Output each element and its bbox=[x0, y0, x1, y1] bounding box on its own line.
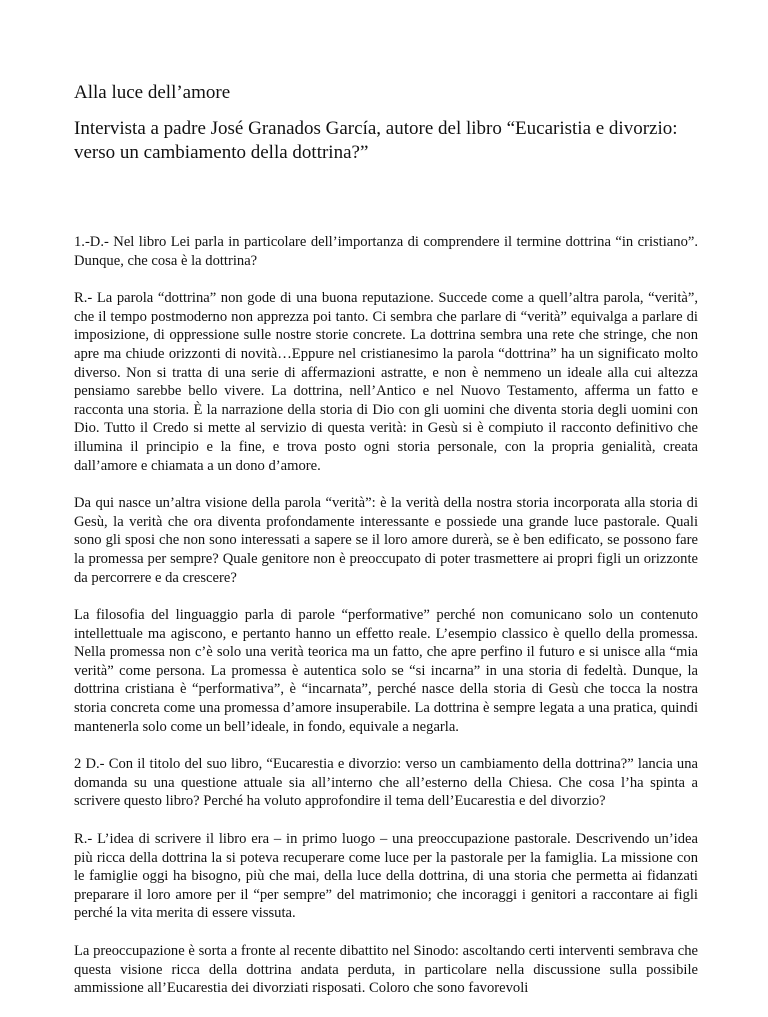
paragraph-question-2: 2 D.- Con il titolo del suo libro, “Eucarestia e divorzio: verso un cambiamento della dottrina?” lancia una domanda su una questione attuale sia all’interno che all’esterno della Chiesa. Che cosa l’ha spinta a scrivere questo libro? Perché ha voluto approfondire il tema dell’Eucarestia e del divorzio? bbox=[74, 756, 698, 810]
paragraph: La preoccupazione è sorta a fronte al recente dibattito nel Sinodo: ascoltando certi interventi sembrava che questa visione ricca della dottrina andata perduta, in particolare nella discussione sulla possibile ammissione all’Eucarestia dei divorziati risposati. Coloro che sono favorevoli bbox=[74, 943, 698, 997]
document-title: Alla luce dell’amore bbox=[74, 82, 231, 103]
paragraph-answer-1: R.- La parola “dottrina” non gode di una buona reputazione. Succede come a quell’altra parola, “verità”, che il tempo postmoderno non apprezza poi tanto. Ci sembra che parlare di “verità” equivalga a parlare di imposizione, di oppressione sulle nostre storie concrete. La dottrina sembra una rete che stringe, che non apre ma chiude orizzonti di novità…Eppure nel cristianesimo la parola “dottrina” ha un significato molto diverso. Non si tratta di una serie di affermazioni astratte, e non è nemmeno un ideale alla cui altezza pensiamo sarebbe bello vivere. La dottrina, nell’Antico e nel Nuovo Testamento, afferma un fatto e racconta una storia. È la narrazione della storia di Dio con gli uomini che diventa storia degli uomini con Dio. Tutto il Credo si mette al servizio di questa verità: in Gesù si è compiuto il racconto definitivo che illumina il principio e la fine, e trova posto ogni storia personale, con la propria genialità, creata dall’amore e chiamata a un dono d’amore. bbox=[74, 290, 698, 474]
paragraph: La filosofia del linguaggio parla di parole “performative” perché non comunicano solo un contenuto intellettuale ma agiscono, e pertanto hanno un effetto reale. L’esempio classico è quello della promessa. Nella promessa non c’è solo una verità teorica ma un fatto, che apre perfino il futuro e si unisce alla “mia verità” come persona. La promessa è autentica solo se “si incarna” in una storia di fedeltà. Dunque, la dottrina cristiana è “performativa”, è “incarnata”, perché nasce della storia di Gesù che tocca la nostra storia concreta come una promessa d’amore insuperabile. La dottrina è sempre legata a una pratica, quindi mantenerla solo come un bell’ideale, in fondo, equivale a negarla. bbox=[74, 607, 698, 735]
document-body bbox=[74, 233, 698, 1017]
paragraph: Da qui nasce un’altra visione della parola “verità”: è la verità della nostra storia incorporata alla storia di Gesù, la verità che ora diventa profondamente interessante e possiede una grande luce pastorale. Quali sono gli sposi che non sono interessati a sapere se il loro amore durerà, se è ben edificato, se possono fare la promessa per sempre? Quale genitore non è preoccupato di poter trasmettere ai propri figli un orizzonte da percorrere e da crescere? bbox=[74, 495, 698, 586]
document-subtitle: Intervista a padre José Granados García, autore del libro “Eucaristia e divorzio: verso un cambiamento della dottrina?” bbox=[74, 118, 678, 163]
paragraph-question-1: 1.-D.- Nel libro Lei parla in particolare dell’importanza di comprendere il termine dottrina “in cristiano”. Dunque, che cosa è la dottrina? bbox=[74, 234, 698, 269]
paragraph-answer-2: R.- L’idea di scrivere il libro era – in primo luogo – una preoccupazione pastorale. Descrivendo un’idea più ricca della dottrina la si poteva recuperare come luce per la pastorale per la famiglia. La missione con le famiglie oggi ha bisogno, più che mai, della luce della dottrina, di una storia che permetta ai fidanzati preparare il loro amore per il “per sempre” del matrimonio; che incoraggi i genitori a raccontare ai figli perché la vita merita di essere vissuta. bbox=[74, 831, 698, 922]
